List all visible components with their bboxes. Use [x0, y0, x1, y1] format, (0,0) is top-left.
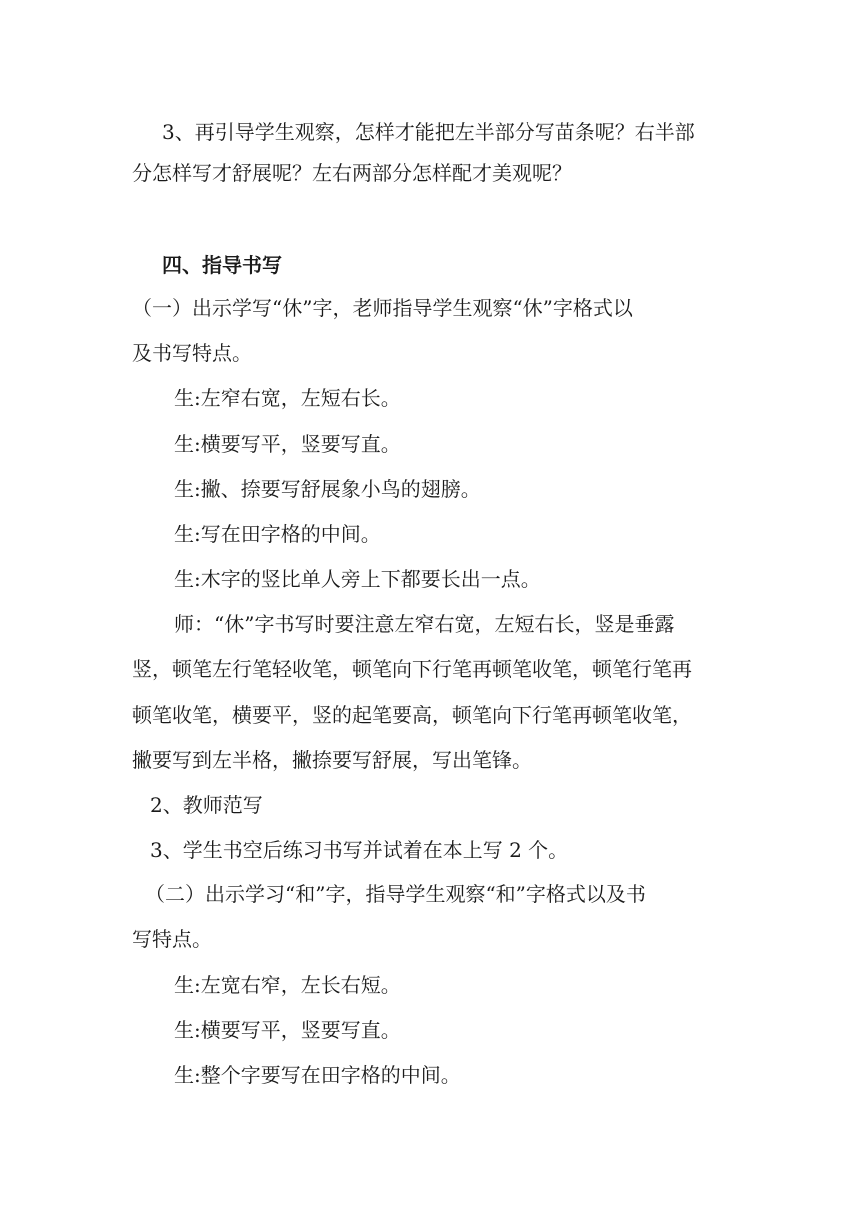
text-line: （一）出示学写“休”字，老师指导学生观察“休”字格式以: [132, 296, 633, 320]
text-line: 生:左窄右宽，左短右长。: [174, 386, 401, 410]
text-line: 生:整个字要写在田字格的中间。: [174, 1063, 461, 1087]
text-line: 生:撇、捺要写舒展象小鸟的翅膀。: [174, 477, 481, 501]
text-line: 3、再引导学生观察，怎样才能把左半部分写苗条呢？右半部: [162, 120, 695, 144]
text-line: 3、学生书空后练习书写并试着在本上写 2 个。: [150, 838, 569, 862]
text-line: 竖，顿笔左行笔轻收笔，顿笔向下行笔再顿笔收笔，顿笔行笔再: [132, 657, 692, 681]
text-line: 生:横要写平，竖要写直。: [174, 1018, 401, 1042]
text-line: 生:左宽右窄，左长右短。: [174, 973, 401, 997]
text-line: 生:木字的竖比单人旁上下都要长出一点。: [174, 567, 541, 591]
text-line: 撇要写到左半格，撇捺要写舒展，写出笔锋。: [132, 748, 532, 772]
text-line: 分怎样写才舒展呢？左右两部分怎样配才美观呢？: [132, 161, 572, 185]
text-line: 生:写在田字格的中间。: [174, 522, 381, 546]
text-line: 顿笔收笔，横要平，竖的起笔要高，顿笔向下行笔再顿笔收笔，: [132, 703, 692, 727]
text-line: 2、教师范写: [150, 793, 263, 817]
text-line: 师：“休”字书写时要注意左窄右宽，左短右长，竖是垂露: [174, 612, 675, 636]
text-line: 及书写特点。: [132, 341, 252, 365]
text-line: 写特点。: [132, 927, 212, 951]
text-line: 生:横要写平，竖要写直。: [174, 432, 401, 456]
section-heading: 四、指导书写: [162, 253, 282, 277]
text-line: （二）出示学习“和”字，指导学生观察“和”字格式以及书: [145, 882, 646, 906]
